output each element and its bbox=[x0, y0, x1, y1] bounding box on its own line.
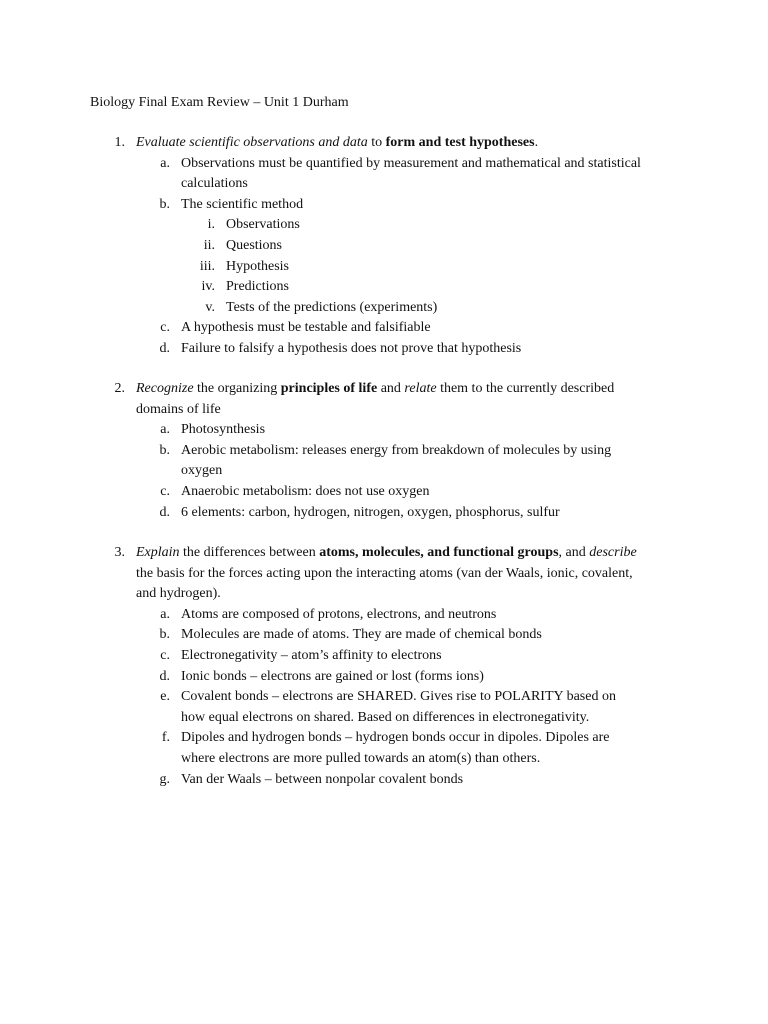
item-marker: a. bbox=[160, 155, 170, 171]
section-heading-text bbox=[136, 133, 538, 154]
heading-text: them to the currently described bbox=[436, 381, 615, 396]
section-1 bbox=[0, 133, 768, 360]
list-item bbox=[0, 667, 768, 688]
item-text: where electrons are more pulled towards an atom(s) than others. bbox=[181, 750, 541, 766]
item-marker: iii. bbox=[199, 258, 215, 274]
item-text: how equal electrons on shared. Based on differences in electronegativity. bbox=[181, 709, 590, 725]
list-item-continuation bbox=[0, 174, 768, 195]
item-text: Ionic bonds – electrons are gained or lost (forms ions) bbox=[181, 668, 484, 684]
list-item-continuation bbox=[0, 461, 768, 482]
item-text: Covalent bonds – electrons are SHARED. Gives rise to POLARITY based on bbox=[181, 689, 616, 705]
item-marker: d. bbox=[159, 504, 170, 520]
item-marker: c. bbox=[160, 483, 170, 499]
section-heading-continuation bbox=[0, 584, 768, 605]
item-marker: b. bbox=[159, 442, 170, 458]
item-marker: d. bbox=[159, 340, 170, 356]
sub-list-item bbox=[0, 257, 768, 278]
heading-italic-text: Explain bbox=[136, 545, 180, 560]
item-text: Aerobic metabolism: releases energy from breakdown of molecules by using bbox=[181, 442, 612, 458]
item-text: Atoms are composed of protons, electrons, and neutrons bbox=[181, 606, 497, 622]
item-marker: f. bbox=[161, 730, 170, 746]
item-text: Dipoles and hydrogen bonds – hydrogen bonds occur in dipoles. Dipoles are bbox=[181, 730, 610, 746]
heading-text: . bbox=[534, 135, 539, 150]
document-title: Biology Final Exam Review – Unit 1 Durham bbox=[90, 95, 349, 110]
sub-list-item bbox=[0, 277, 768, 298]
item-text: Questions bbox=[226, 237, 282, 253]
heading-italic-text: Recognize bbox=[136, 381, 194, 396]
item-text: Photosynthesis bbox=[181, 422, 266, 438]
item-text: Anaerobic metabolism: does not use oxygen bbox=[181, 483, 430, 499]
section-number: 3. bbox=[114, 545, 125, 560]
item-marker: g. bbox=[159, 771, 170, 787]
list-item bbox=[0, 154, 768, 175]
list-item bbox=[0, 605, 768, 626]
heading-italic-text: relate bbox=[404, 381, 437, 396]
item-text: Molecules are made of atoms. They are made of chemical bonds bbox=[181, 627, 542, 643]
heading-text: and bbox=[377, 381, 405, 396]
item-text: The scientific method bbox=[181, 196, 304, 212]
list-item bbox=[0, 195, 768, 216]
item-text: A hypothesis must be testable and falsifiable bbox=[181, 320, 431, 336]
section-heading-text bbox=[136, 543, 637, 564]
list-item-continuation bbox=[0, 749, 768, 770]
list-item bbox=[0, 482, 768, 503]
section-heading-continuation bbox=[0, 564, 768, 585]
section-heading bbox=[0, 133, 768, 154]
section-heading bbox=[0, 543, 768, 564]
list-item bbox=[0, 318, 768, 339]
list-item bbox=[0, 687, 768, 708]
heading-text: , and bbox=[558, 545, 590, 560]
heading-bold-text: form and test hypotheses bbox=[385, 135, 535, 150]
section-2 bbox=[0, 379, 768, 523]
list-item bbox=[0, 420, 768, 441]
item-text: calculations bbox=[181, 176, 248, 192]
item-text: Van der Waals – between nonpolar covalent bonds bbox=[181, 771, 464, 787]
list-item bbox=[0, 503, 768, 524]
item-marker: e. bbox=[160, 689, 170, 705]
sub-list-item bbox=[0, 236, 768, 257]
heading-text: the basis for the forces acting upon the interacting atoms (van der Waals, ionic, covalent, bbox=[136, 565, 633, 581]
list-item-continuation bbox=[0, 708, 768, 729]
item-marker: c. bbox=[160, 320, 170, 336]
item-marker: d. bbox=[159, 668, 170, 684]
list-item bbox=[0, 728, 768, 749]
list-item bbox=[0, 441, 768, 462]
heading-text: and hydrogen). bbox=[136, 586, 221, 602]
section-3 bbox=[0, 543, 768, 790]
heading-text: to bbox=[367, 135, 386, 150]
item-text: Predictions bbox=[226, 279, 289, 295]
item-marker: ii. bbox=[203, 237, 215, 253]
item-marker: v. bbox=[205, 299, 215, 315]
item-text: 6 elements: carbon, hydrogen, nitrogen, oxygen, phosphorus, sulfur bbox=[181, 504, 560, 520]
section-heading-text bbox=[136, 379, 614, 400]
section-number: 2. bbox=[114, 381, 125, 396]
item-text: Observations bbox=[226, 217, 300, 233]
item-text: Failure to falsify a hypothesis does not prove that hypothesis bbox=[181, 340, 522, 356]
heading-text: the organizing bbox=[193, 381, 281, 396]
heading-bold-text: atoms, molecules, and functional groups bbox=[319, 545, 559, 560]
sub-list-item bbox=[0, 215, 768, 236]
list-item bbox=[0, 625, 768, 646]
section-number: 1. bbox=[114, 135, 125, 150]
list-item bbox=[0, 646, 768, 667]
item-marker: a. bbox=[160, 422, 170, 438]
heading-text: domains of life bbox=[136, 401, 221, 417]
item-text: Electronegativity – atom’s affinity to electrons bbox=[181, 647, 442, 663]
item-marker: i. bbox=[207, 217, 215, 233]
list-item bbox=[0, 339, 768, 360]
item-marker: b. bbox=[159, 627, 170, 643]
heading-italic-text: Evaluate scientific observations and data bbox=[136, 135, 368, 150]
item-text: Hypothesis bbox=[226, 258, 289, 274]
heading-text: the differences between bbox=[179, 545, 320, 560]
item-marker: a. bbox=[160, 606, 170, 622]
sub-list-item bbox=[0, 298, 768, 319]
section-heading bbox=[0, 379, 768, 400]
item-text: Tests of the predictions (experiments) bbox=[226, 299, 438, 315]
section-heading-continuation bbox=[0, 400, 768, 421]
item-marker: iv. bbox=[201, 279, 215, 295]
item-marker: c. bbox=[160, 647, 170, 663]
heading-bold-text: principles of life bbox=[280, 381, 378, 396]
item-marker: b. bbox=[159, 196, 170, 212]
item-text: Observations must be quantified by measurement and mathematical and statistical bbox=[181, 155, 641, 171]
list-item bbox=[0, 770, 768, 791]
item-text: oxygen bbox=[181, 463, 223, 479]
heading-italic-text: describe bbox=[589, 545, 637, 560]
